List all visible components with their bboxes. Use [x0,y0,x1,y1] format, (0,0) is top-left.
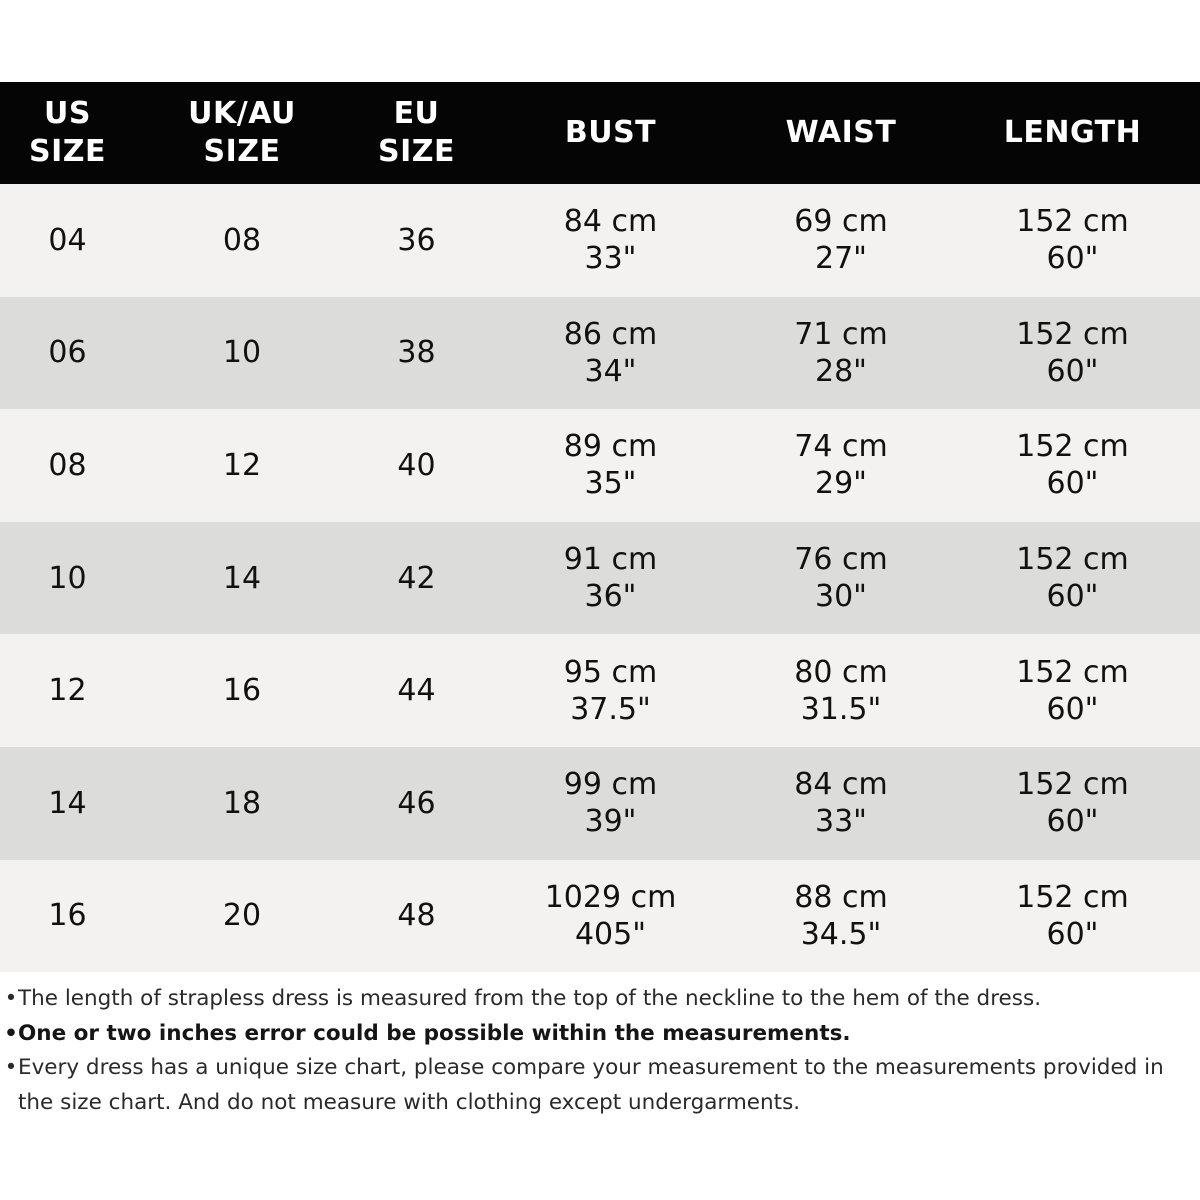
waist-cm: 88 cm [794,879,888,915]
length-cm: 152 cm [1016,654,1129,690]
table-header-row [0,82,1200,184]
bust-cm: 99 cm [563,767,658,803]
header-us-size-line1: US [44,96,91,131]
cell-bust [484,766,737,840]
bust-cm: 89 cm [563,429,658,465]
cell-eu: 42 [397,560,436,596]
cell-waist [737,654,945,728]
note-text: One or two inches error could be possible within the measurements. [18,1020,851,1046]
length-cm: 152 cm [1016,316,1129,352]
waist-in: 29" [815,466,867,502]
bust-cm: 84 cm [563,204,658,240]
cell-length [945,316,1200,390]
cell-bust [484,541,737,615]
header-ukau-size-line1: UK/AU [188,96,296,131]
bust-cm: 95 cm [563,654,658,690]
length-in: 60" [1046,353,1099,389]
cell-us: 14 [48,785,87,821]
length-in: 60" [1046,804,1099,840]
cell-eu: 44 [397,673,436,709]
bust-in: 34" [584,353,637,389]
cell-us: 12 [48,673,87,709]
length-cm: 152 cm [1016,429,1129,465]
header-ukau-size-line2: SIZE [203,134,281,169]
length-in: 60" [1046,241,1099,277]
cell-waist [737,541,945,615]
cell-us: 04 [48,222,87,258]
header-us-size [0,95,135,171]
notes-section [0,982,1200,1120]
bust-cm: 91 cm [563,542,658,578]
cell-us: 16 [48,898,87,934]
table-row [0,297,1200,410]
cell-bust [484,654,737,728]
cell-bust [484,316,737,390]
header-ukau-size [135,95,349,171]
note-unique-size-chart [0,1051,1200,1120]
bust-cm: 86 cm [563,316,658,352]
bust-in: 37.5" [570,691,651,727]
cell-length [945,541,1200,615]
waist-in: 30" [815,579,867,615]
bust-in: 35" [584,466,637,502]
bust-in: 39" [584,804,637,840]
header-bust: BUST [564,115,657,150]
cell-length [945,766,1200,840]
cell-bust [484,879,737,953]
length-cm: 152 cm [1016,879,1129,915]
waist-cm: 76 cm [794,542,888,578]
size-chart-table [0,82,1200,972]
waist-cm: 69 cm [794,204,888,240]
cell-eu: 36 [397,222,436,258]
cell-waist [737,203,945,277]
waist-in: 34.5" [800,916,882,952]
bust-in: 36" [584,579,637,615]
note-text: The length of strapless dress is measured from the top of the neckline to the hem of the dress. [18,986,1042,1011]
table-row [0,409,1200,522]
bullet-icon: • [4,1020,18,1046]
length-in: 60" [1046,916,1099,952]
cell-ukau: 10 [222,335,262,371]
waist-cm: 84 cm [794,767,888,803]
waist-in: 33" [815,804,867,840]
cell-eu: 48 [397,898,436,934]
cell-waist [737,879,945,953]
waist-in: 31.5" [800,691,882,727]
note-text: Every dress has a unique size chart, please compare your measurement to the measurements provided in the size chart. And do not measure with clothing except undergarments. [18,1055,1164,1115]
table-row [0,184,1200,297]
length-in: 60" [1046,466,1099,502]
header-eu-size-line1: EU [393,96,440,131]
table-row [0,860,1200,973]
table-row [0,634,1200,747]
bust-in: 33" [584,241,637,277]
waist-in: 27" [815,241,867,277]
bust-cm: 1029 cm [544,879,677,915]
length-in: 60" [1046,579,1099,615]
cell-ukau: 16 [222,673,262,709]
bullet-icon: • [4,986,18,1011]
bust-in: 405" [574,916,647,952]
cell-ukau: 18 [222,785,262,821]
length-cm: 152 cm [1016,542,1129,578]
cell-waist [737,316,945,390]
waist-cm: 74 cm [794,429,888,465]
header-waist: WAIST [785,115,897,150]
cell-length [945,879,1200,953]
header-us-size-line2: SIZE [28,134,106,169]
cell-length [945,203,1200,277]
note-measuring-length [0,982,1200,1017]
cell-bust [484,428,737,502]
cell-length [945,428,1200,502]
cell-eu: 40 [397,447,436,483]
cell-bust [484,203,737,277]
waist-cm: 71 cm [794,316,888,352]
header-length: LENGTH [1003,115,1142,150]
bullet-icon: • [4,1055,18,1080]
length-in: 60" [1046,691,1099,727]
cell-waist [737,766,945,840]
cell-us: 06 [48,335,87,371]
cell-ukau: 20 [222,898,262,934]
cell-ukau: 08 [222,222,262,258]
cell-eu: 46 [397,785,436,821]
waist-cm: 80 cm [794,654,888,690]
cell-us: 08 [48,447,87,483]
note-error-margin [0,1017,1200,1052]
header-eu-size-line2: SIZE [377,134,455,169]
cell-ukau: 12 [222,447,262,483]
length-cm: 152 cm [1016,204,1129,240]
cell-us: 10 [48,560,87,596]
cell-ukau: 14 [222,560,262,596]
table-row [0,522,1200,635]
cell-eu: 38 [397,335,436,371]
cell-waist [737,428,945,502]
waist-in: 28" [815,353,867,389]
table-row [0,747,1200,860]
length-cm: 152 cm [1016,767,1129,803]
header-eu-size [349,95,484,171]
cell-length [945,654,1200,728]
